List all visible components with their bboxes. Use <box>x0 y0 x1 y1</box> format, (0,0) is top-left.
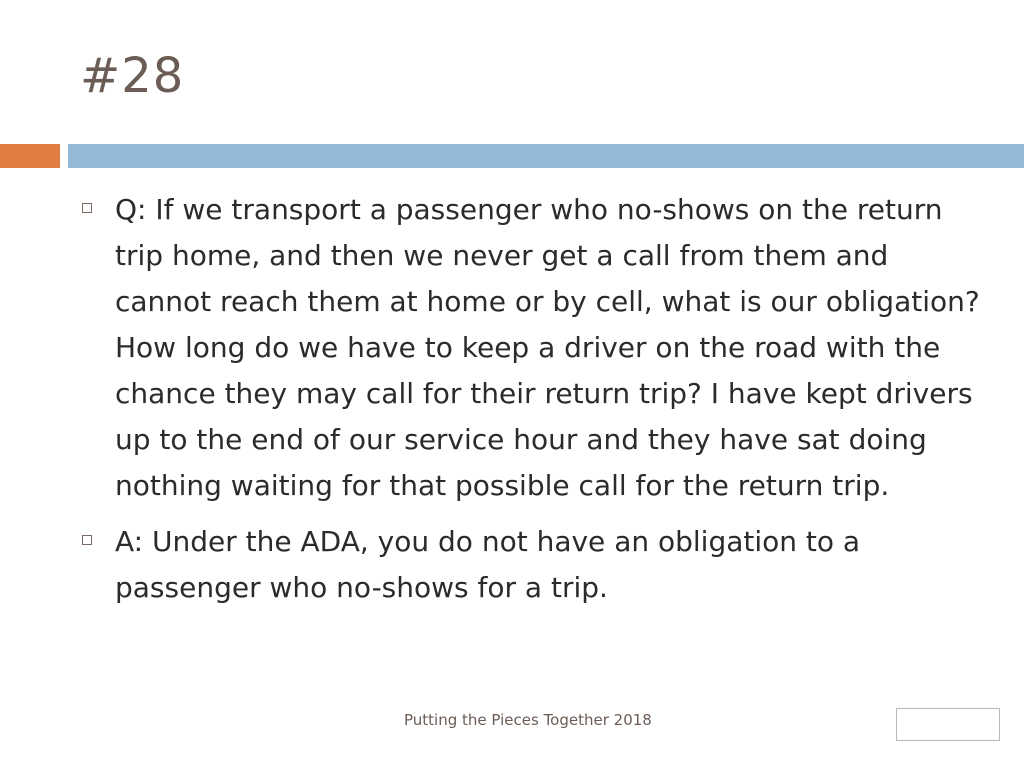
square-bullet-icon <box>82 535 92 545</box>
slide-title: #28 <box>80 48 185 104</box>
accent-bar-orange <box>0 144 60 168</box>
bullet-answer-text: A: Under the ADA, you do not have an obligation to a passenger who no-shows for a trip. <box>115 525 861 604</box>
square-bullet-icon <box>82 203 92 213</box>
slide-number-box <box>896 708 1000 741</box>
bullet-question <box>80 187 980 509</box>
bullet-question-text: Q: If we transport a passenger who no-shows on the return trip home, and then we never get a call from them and cannot reach them at home or by cell, what is our obligation? How long do we have to keep a driver on the road with the chance they may call for their return trip? I have kept drivers up to the end of our service hour and they have sat doing nothing waiting for that possible call for the return trip. <box>115 193 980 502</box>
bullet-list <box>80 187 980 621</box>
bullet-answer <box>80 519 980 611</box>
footer-text: Putting the Pieces Together 2018 <box>404 711 652 729</box>
accent-bar-blue <box>68 144 1024 168</box>
